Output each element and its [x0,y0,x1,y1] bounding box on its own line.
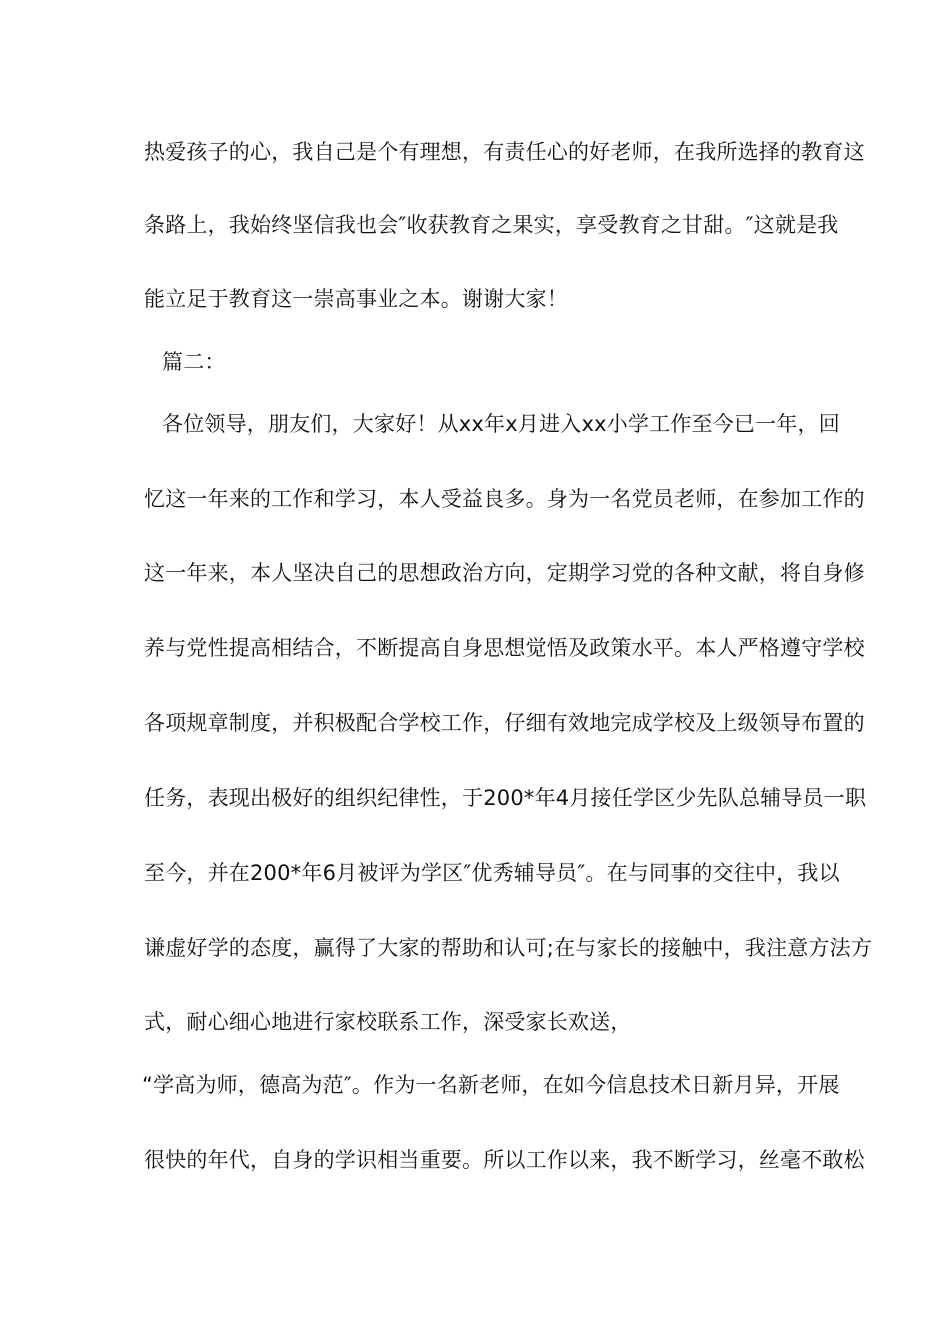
paragraph-line: 养与党性提高相结合，不断提高自身思想觉悟及政策水平。本人严格遵守学校 [144,636,865,660]
paragraph-line: 任务，表现出极好的组织纪律性，于200*年4月接任学区少先队总辅导员一职 [144,786,867,810]
paragraph-line: 忆这一年来的工作和学习，本人受益良多。身为一名党员老师，在参加工作的 [144,487,865,511]
paragraph-line: “学高为师，德高为范″。作为一名新老师，在如今信息技术日新月异，开展 [142,1073,840,1097]
paragraph-line: 各项规章制度，并积极配合学校工作，仔细有效地完成学校及上级领导布置的 [144,711,865,735]
paragraph-line: 很快的年代，自身的学识相当重要。所以工作以来，我不断学习，丝毫不敢松 [144,1148,865,1172]
paragraph-line: 至今，并在200*年6月被评为学区″优秀辅导员″。在与同事的交往中，我以 [144,861,840,885]
section-heading: 篇二： [162,350,226,374]
paragraph-line: 能立足于教育这一崇高事业之本。谢谢大家！ [144,287,568,311]
paragraph-line: 热爱孩子的心，我自己是个有理想，有责任心的好老师，在我所选择的教育这 [144,140,865,164]
paragraph-line: 条路上，我始终坚信我也会″收获教育之果实，享受教育之甘甜。″这就是我 [144,213,839,237]
paragraph-line: 各位领导，朋友们，大家好！从xx年x月进入xx小学工作至今已一年，回 [162,412,840,436]
paragraph-line: 式，耐心细心地进行家校联系工作，深受家长欢送， [144,1010,632,1034]
paragraph-line: 这一年来，本人坚决自己的思想政治方向，定期学习党的各种文献，将自身修 [144,561,865,585]
paragraph-line: 谦虚好学的态度，赢得了大家的帮助和认可;在与家长的接触中，我注意方法方 [144,936,873,960]
